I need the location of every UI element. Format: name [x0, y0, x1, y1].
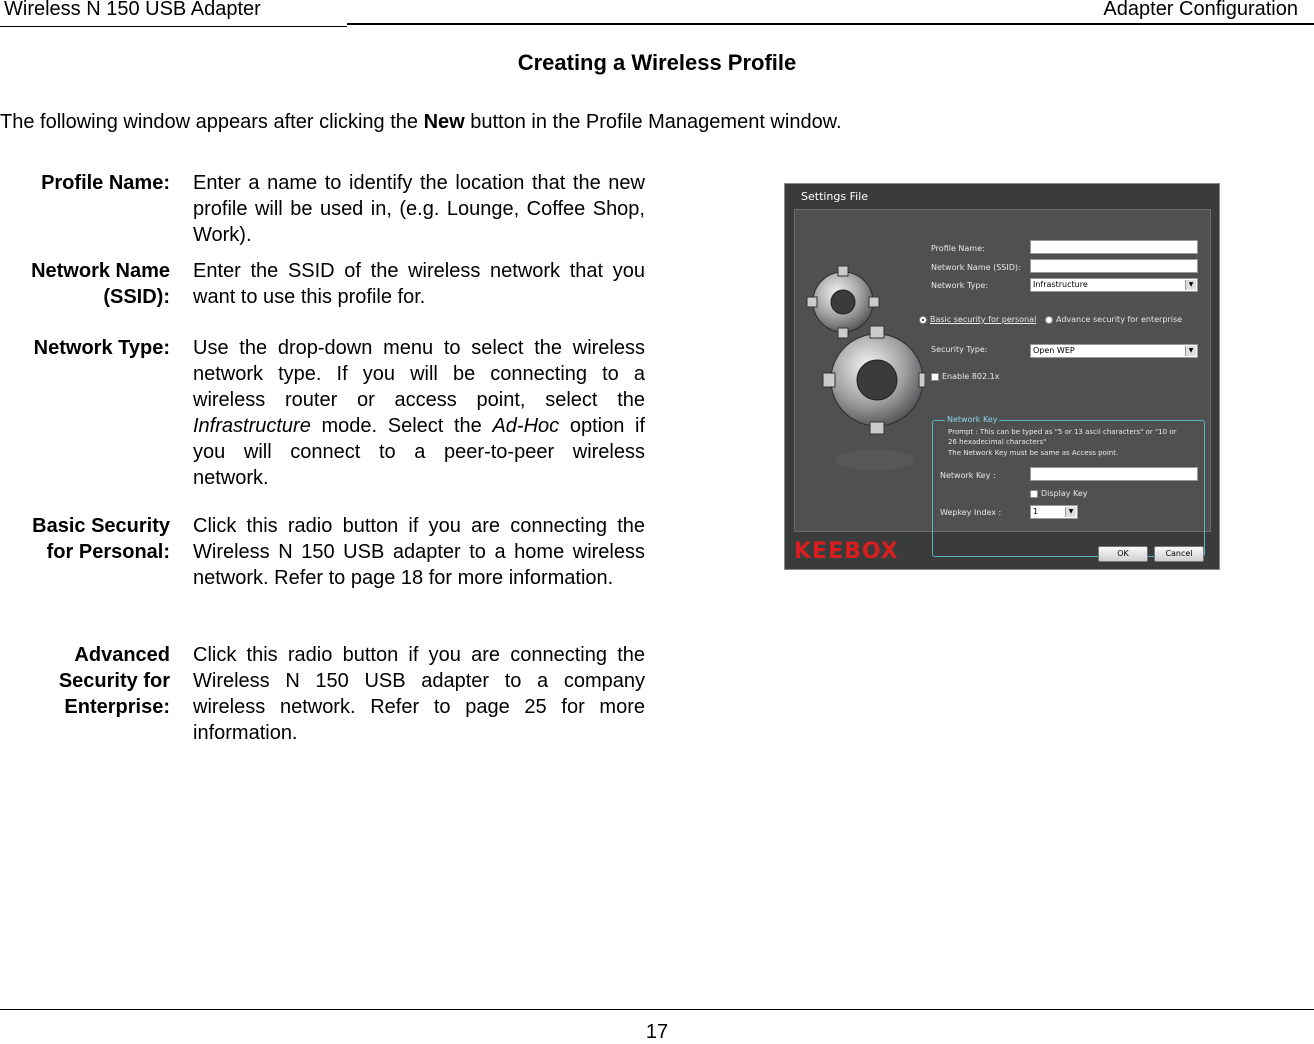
term-desc-basic-security: Click this radio button if you are connecting the Wireless N 150 USB adapter to a home wireless network. Refer to page 18 for more information. [193, 515, 645, 589]
network-key-label: Network Key : [940, 471, 996, 480]
infrastructure-term: Infrastructure [193, 415, 311, 437]
dialog-body [794, 209, 1211, 532]
term-desc-network-type: Use the drop-down menu to select the wireless network type. If you will be connecting to a wireless router or access point, select the Infrastructure mode. Select the Ad-Hoc option if you will connect to a peer-to-peer wireless network. [193, 337, 645, 489]
basic-security-radio[interactable] [919, 316, 927, 324]
chevron-down-icon: ▼ [1065, 507, 1076, 517]
display-key-checkbox[interactable] [1030, 490, 1038, 498]
network-key-input[interactable] [1030, 467, 1198, 481]
page-title: Creating a Wireless Profile [517, 50, 797, 75]
ssid-label: Network Name (SSID): [931, 263, 1021, 272]
network-type-select[interactable]: Infrastructure ▼ [1030, 278, 1198, 292]
term-label-advanced-security: Advanced Security for Enterprise: [58, 644, 170, 718]
term-desc-advanced-security: Click this radio button if you are connecting the Wireless N 150 USB adapter to a company wireless network. Refer to page 25 for more information. [193, 644, 645, 744]
prompt-line-2: 26 hexadecimal characters" [948, 438, 1047, 446]
intro-paragraph [0, 111, 842, 134]
gears-illustration [805, 260, 925, 500]
enable-8021x-checkbox[interactable] [931, 373, 939, 381]
prompt-line-3: The Network Key must be same as Access point. [948, 449, 1119, 457]
intro-text-before: The following window appears after clicking the [0, 111, 424, 133]
security-type-label: Security Type: [931, 345, 988, 354]
header-document-title: Wireless N 150 USB Adapter [4, 0, 261, 20]
footer-rule [0, 1009, 1314, 1010]
term-label-profile-name: Profile Name: [41, 172, 170, 194]
term-desc-profile-name: Enter a name to identify the location that the new profile will be used in, (e.g. Lounge, Coffee Shop, Work). [193, 172, 645, 246]
header-rule-left [0, 26, 347, 27]
display-key-label: Display Key [1041, 489, 1088, 498]
prompt-line-1: Prompt : This can be typed as "5 or 13 ascii characters" or "10 or [948, 428, 1177, 436]
term-desc-network-name: Enter the SSID of the wireless network that you want to use this profile for. [193, 260, 645, 308]
wepkey-index-select[interactable]: 1 ▼ [1030, 505, 1078, 519]
advanced-security-radio[interactable] [1045, 316, 1053, 324]
profile-name-label: Profile Name: [931, 244, 985, 253]
chevron-down-icon: ▼ [1185, 346, 1196, 356]
header-rule-right [347, 23, 1314, 25]
header-section-title: Adapter Configuration [1103, 0, 1298, 20]
window-title: Settings File [801, 190, 869, 203]
enable-8021x-label: Enable 802.1x [942, 372, 1000, 381]
keebox-logo: KEEBOX [794, 539, 899, 564]
ssid-input[interactable] [1030, 259, 1198, 273]
chevron-down-icon: ▼ [1185, 280, 1196, 290]
cancel-button[interactable]: Cancel [1154, 546, 1204, 562]
term-label-network-name: Network Name (SSID): [31, 260, 170, 308]
page-number: 17 [645, 1021, 669, 1043]
term-label-network-type: Network Type: [33, 337, 170, 359]
ok-button[interactable]: OK [1098, 546, 1148, 562]
adhoc-term: Ad-Hoc [492, 415, 560, 437]
settings-file-screenshot [784, 183, 1220, 570]
network-type-label: Network Type: [931, 281, 989, 290]
advanced-security-label: Advance security for enterprise [1056, 315, 1183, 324]
term-label-basic-security: Basic Security for Personal: [32, 515, 170, 563]
intro-text-after: button in the Profile Management window. [464, 111, 842, 133]
wepkey-index-label: Wepkey Index : [940, 508, 1002, 517]
basic-security-label: Basic security for personal [930, 315, 1037, 324]
intro-new-keyword: New [423, 111, 465, 133]
network-key-group-title: Network Key [947, 415, 998, 424]
security-type-select[interactable]: Open WEP ▼ [1030, 344, 1198, 358]
profile-name-input[interactable] [1030, 240, 1198, 254]
